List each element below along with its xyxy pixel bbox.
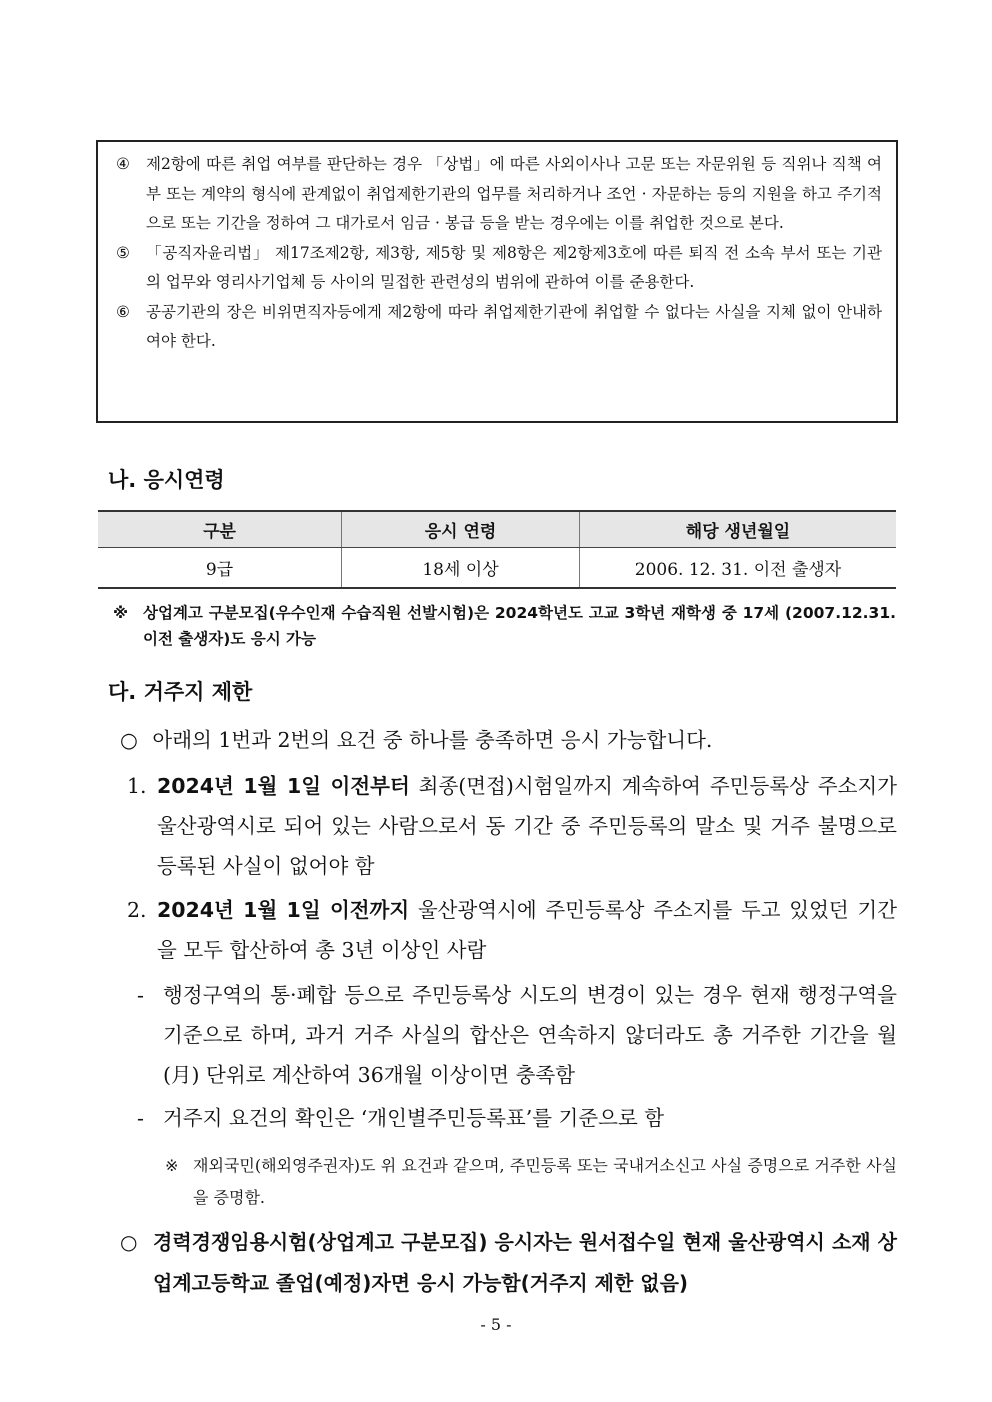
reference-mark: ※ <box>165 1156 179 1175</box>
clause-number: ④ <box>116 155 130 173</box>
residence-dash-2 <box>137 1098 897 1138</box>
residence-item-1 <box>127 766 897 886</box>
item-text: 최종(면접)시험일까지 계속하여 주민등록상 주소지가 울산광역시로 되어 있는 사람으로서 동 기간 중 주민등록의 말소 및 거주 불명으로 등록된 사실이 없어야 함 <box>157 774 897 878</box>
column-header: 해당 생년월일 <box>580 511 897 548</box>
circle-bullet: ○ <box>120 728 138 752</box>
item-number: 1. <box>127 774 147 798</box>
table-row <box>98 548 896 589</box>
clause-5 <box>116 239 882 298</box>
item-body <box>127 890 897 970</box>
age-table <box>98 510 896 589</box>
page-number: - 5 - <box>480 1315 512 1334</box>
item-text: 울산광역시에 주민등록상 주소지를 두고 있었던 기간을 모두 합산하여 총 3년 이상인 사람 <box>157 898 897 962</box>
overseas-note-text: 재외국민(해외영주권자)도 위 요건과 같으며, 주민등록 또는 국내거소신고 사실 증명으로 거주한 사실을 증명함. <box>193 1156 897 1207</box>
residence-item-2 <box>127 890 897 970</box>
overseas-note <box>165 1150 897 1214</box>
vocational-exception-text: 경력경쟁임용시험(상업계고 구분모집) 응시자는 원서접수일 현재 울산광역시 소재 상업계고등학교 졸업(예정)자면 응시 가능함(거주지 제한 없음) <box>153 1230 897 1295</box>
section-heading-age: 나. 응시연령 <box>108 468 225 492</box>
reference-mark: ※ <box>113 604 129 622</box>
column-header: 구분 <box>98 511 342 548</box>
age-note <box>113 600 896 652</box>
clause-number: ⑤ <box>116 243 130 262</box>
vocational-exception <box>120 1222 897 1304</box>
table-cell: 9급 <box>98 548 342 589</box>
dash-bullet: - <box>137 983 144 1007</box>
clause-text: 「공직자윤리법」 제17조제2항, 제3항, 제5항 및 제8항은 제2항제3호에 따른 퇴직 전 소속 부서 또는 기관의 업무와 영리사기업체 등 사이의 밀접한 관련성의 범위에 관하여 이를 준용한다. <box>146 243 882 291</box>
table-cell: 18세 이상 <box>342 548 580 589</box>
residence-intro-text: 아래의 1번과 2번의 요건 중 하나를 충족하면 응시 가능합니다. <box>152 728 713 752</box>
item-bold-text: 2024년 1월 1일 이전부터 <box>157 774 410 798</box>
dash-text: 행정구역의 통·폐합 등으로 주민등록상 시도의 변경이 있는 경우 현재 행정구역을 기준으로 하며, 과거 거주 사실의 합산은 연속하지 않더라도 총 거주한 기간을 월(月) 단위로 계산하여 36개월 이상이면 충족함 <box>163 983 898 1087</box>
section-heading-residence: 다. 거주지 제한 <box>108 680 253 704</box>
item-bold-text: 2024년 1월 1일 이전까지 <box>157 898 410 922</box>
item-body <box>127 766 897 886</box>
table-header-row <box>98 511 896 548</box>
clause-text: 제2항에 따른 취업 여부를 판단하는 경우 「상법」에 따른 사외이사나 고문 또는 자문위원 등 직위나 직책 여부 또는 계약의 형식에 관계없이 취업제한기관의 업무를 처리하거나 조언 · 자문하는 등의 지원을 하고 주기적으로 또는 기간을 정하여 그 대가로서 임금 · 봉급 등을 받는 경우에는 이를 취업한 것으로 본다. <box>146 155 882 232</box>
residence-intro <box>120 720 712 760</box>
circle-bullet: ○ <box>120 1230 138 1254</box>
legal-excerpt-box <box>96 140 898 423</box>
clause-text: 공공기관의 장은 비위면직자등에게 제2항에 따라 취업제한기관에 취업할 수 없다는 사실을 지체 없이 안내하여야 한다. <box>146 302 882 350</box>
clause-6 <box>116 298 882 357</box>
dash-text: 거주지 요건의 확인은 ‘개인별주민등록표’를 기준으로 함 <box>163 1106 665 1130</box>
dash-bullet: - <box>137 1106 144 1130</box>
table-cell: 2006. 12. 31. 이전 출생자 <box>580 548 897 589</box>
residence-dash-1 <box>137 975 897 1095</box>
clause-4 <box>116 150 882 239</box>
column-header: 응시 연령 <box>342 511 580 548</box>
age-note-text: 상업계고 구분모집(우수인재 수습직원 선발시험)은 2024학년도 고교 3학년 재학생 중 17세 (2007.12.31. 이전 출생자)도 응시 가능 <box>143 604 896 648</box>
item-number: 2. <box>127 898 147 922</box>
clause-number: ⑥ <box>116 302 130 321</box>
